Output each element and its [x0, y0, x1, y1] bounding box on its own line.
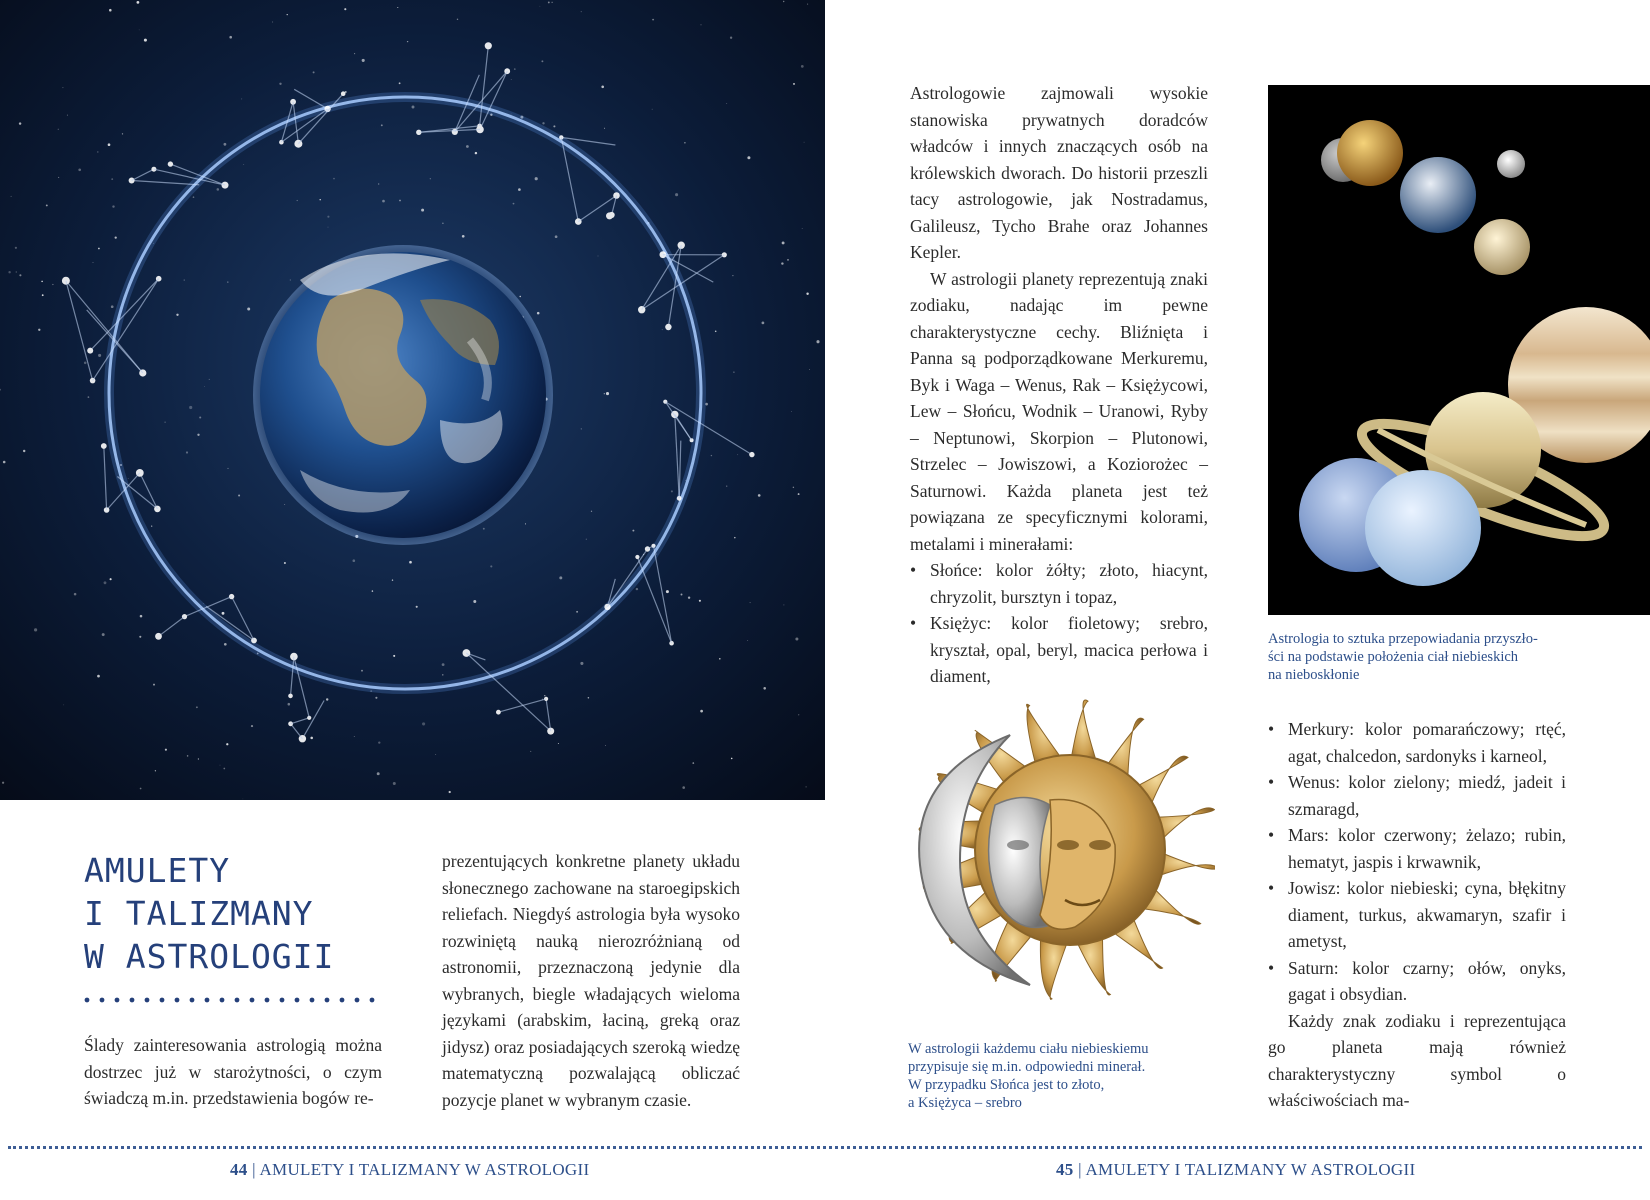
left-column-1 [84, 1032, 382, 1112]
footer-separator: | [247, 1160, 260, 1179]
amulet-caption [908, 1040, 1218, 1112]
right-paragraph-2: W astrologii planety reprezentują znaki zodiaku, nadając im pewne charakterystyczne cechy. Bliźnięta i Panna są podporządkowane Merkuremu, Byk i Waga – Wenus, Rak – Księżycowi, Lew – Słońcu, Wodnik – Uranowi, Ryby – Neptunowi, Skorpion – Plutonowi, Strzelec – Jowiszowi, a Koziorożec – Saturnowi. Każda planeta jest też powiązana ze specyficznymi kolorami, metalami i minerałami: [910, 268, 1208, 554]
planets-photo [1268, 85, 1650, 615]
running-title: AMULETY I TALIZMANY W ASTROLOGII [259, 1160, 590, 1179]
list-item: • Słońce: kolor żółty; złoto, hiacynt, chryzolit, bursztyn i topaz, [910, 557, 1208, 610]
list-item: • Saturn: kolor czarny; ołów, onyks, gagat i obsydian. [1268, 955, 1566, 1008]
mineral-list-a [910, 557, 1208, 690]
footer-right [1056, 1160, 1415, 1180]
list-item: • Merkury: kolor pomarańczowy; rtęć, agat, chalcedon, sardonyks i karneol, [1268, 716, 1566, 769]
heading-divider [84, 990, 384, 996]
page-number: 45 [1056, 1160, 1074, 1179]
left-col1-paragraph: Ślady zainteresowania astrologią można dostrzec już w starożytności, o czym świadczą m.in. przedstawienia bogów re- [84, 1035, 382, 1108]
right-column-2 [1268, 716, 1566, 1114]
heading-line-3: W ASTROLOGII [84, 937, 335, 976]
mineral-list-b [1268, 716, 1566, 1008]
caption-line: W astrologii każdemu ciału niebieskiemu [908, 1041, 1149, 1057]
footer-separator: | [1073, 1160, 1086, 1179]
heading-line-2: I TALIZMANY [84, 894, 314, 933]
left-column-2 [442, 848, 740, 1113]
list-item: • Wenus: kolor zielony; miedź, jadeit i szmaragd, [1268, 769, 1566, 822]
right-paragraph-1: Astrologowie zajmowali wysokie stanowiska prywatnych doradców władców i innych znaczących osób na królewskich dworach. Do historii przeszli tacy astrologowie, jak Nostradamus, Galileusz, Tycho Brahe oraz Johannes Kepler. [910, 83, 1208, 262]
list-item: • Mars: kolor czerwony; żelazo; rubin, hematyt, jaspis i krwawnik, [1268, 822, 1566, 875]
heading-line-1: AMULETY [84, 851, 231, 890]
chapter-heading [84, 849, 404, 978]
planets-caption [1268, 630, 1628, 684]
footer-divider [8, 1146, 1642, 1149]
right-column-1 [910, 80, 1208, 690]
caption-line: przypisuje się m.in. odpowiedni minerał. [908, 1059, 1146, 1075]
earth-zodiac-illustration [0, 0, 825, 800]
right-paragraph-3: Każdy znak zodiaku i reprezentująca go planeta mają również charakterystyczny symbol o właściwościach ma- [1268, 1010, 1566, 1110]
caption-line: na nieboskłonie [1268, 667, 1360, 683]
caption-line: a Księżyca – srebro [908, 1095, 1022, 1111]
caption-line: ści na podstawie położenia ciał niebieskich [1268, 649, 1519, 665]
list-item: • Jowisz: kolor niebieski; cyna, błękitny diament, turkus, akwamaryn, szafir i ametyst, [1268, 875, 1566, 955]
running-title: AMULETY I TALIZMANY W ASTROLOGII [1085, 1160, 1416, 1179]
page-number: 44 [230, 1160, 248, 1179]
caption-line: W przypadku Słońca jest to złoto, [908, 1077, 1105, 1093]
list-item: • Księżyc: kolor fioletowy; srebro, kryształ, opal, beryl, macica perłowa i diament, [910, 610, 1208, 690]
left-col2-paragraph: prezentujących konkretne planety układu słonecznego zachowane na staroegipskich reliefach. Niegdyś astrologia była wysoko rozwiniętą nauką nierozróżnianą od astronomii, przeznaczoną jedynie dla wybranych, biegle władających wieloma językami (arabskim, łaciną, greką oraz jidysz) oraz posiadających szeroką wiedzę matematyczną pozwalającą obliczać pozycje planet w wybranym czasie. [442, 851, 740, 1110]
footer-left [230, 1160, 589, 1180]
caption-line: Astrologia to sztuka przepowiadania przyszło- [1268, 631, 1538, 647]
sun-moon-amulet-image [900, 695, 1215, 1015]
